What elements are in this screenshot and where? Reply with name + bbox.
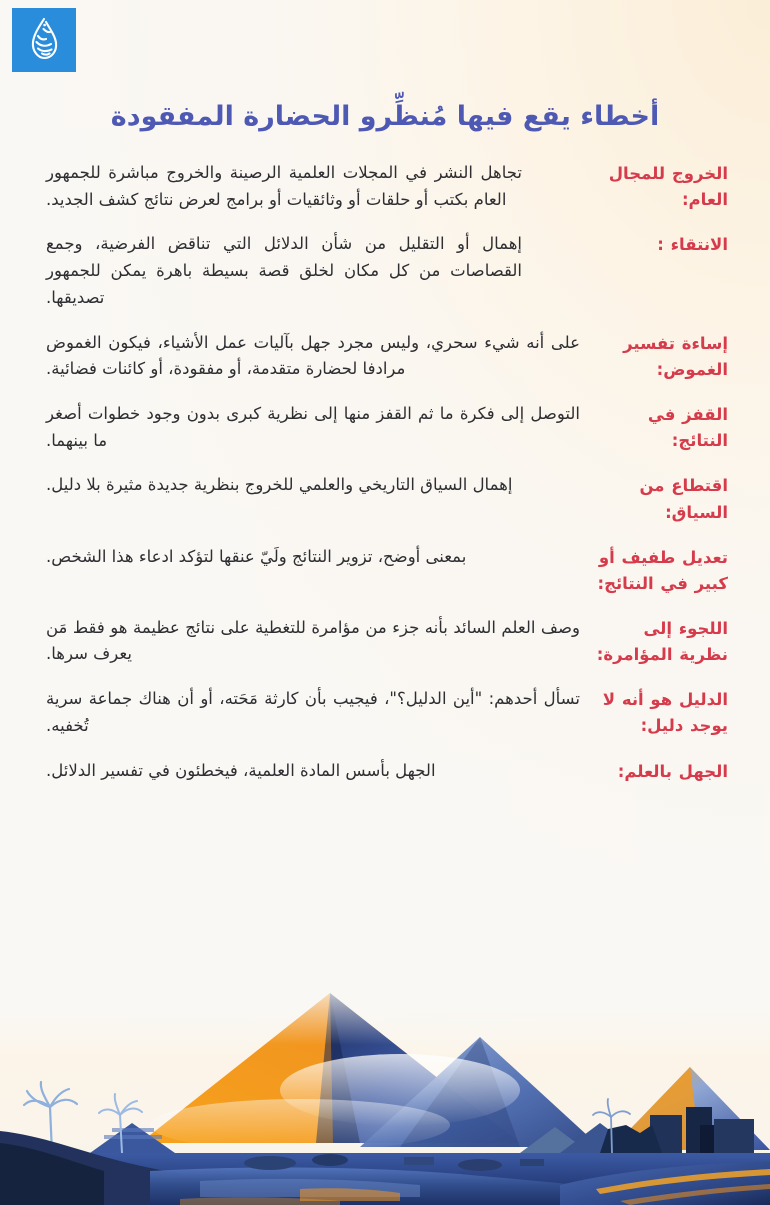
table-row: [42, 401, 728, 454]
mistakes-list: [0, 160, 770, 803]
row-description: تسأل أحدهم: "أين الدليل؟"، فيجيب بأن كارثة مَحَته، أو أن هناك جماعة سرية تُخفيه.: [46, 689, 580, 735]
row-description: إهمال السياق التاريخي والعلمي للخروج بنظرية جديدة مثيرة بلا دليل.: [46, 475, 513, 495]
table-row: [42, 472, 728, 525]
table-row: [42, 615, 728, 668]
row-description: وصف العلم السائد بأنه جزء من مؤامرة للتغطية على نتائج عظيمة هو فقط مَن يعرف سرها.: [46, 617, 580, 664]
row-label: اللجوء إلى نظرية المؤامرة:: [596, 618, 728, 664]
row-description: الجهل بأسس المادة العلمية، فيخطئون في تفسير الدلائل.: [46, 760, 436, 780]
page-title: أخطاء يقع فيها مُنظِّرو الحضارة المفقودة: [110, 101, 660, 133]
row-label: القفز في النتائج:: [647, 405, 728, 451]
row-label: اقتطاع من السياق:: [639, 476, 728, 522]
row-description: التوصل إلى فكرة ما ثم القفز منها إلى نظرية كبرى بدون وجود خطوات أصغر ما بينهما.: [46, 404, 580, 450]
table-row: [42, 544, 728, 597]
row-label: الخروج للمجال العام:: [608, 164, 728, 210]
row-description: إهمال أو التقليل من شأن الدلائل التي تناقض الفرضية، وجمع القصاصات من كل مكان لخلق قصة بسيطة باهرة يمكن للجمهور تصديقها.: [46, 234, 522, 307]
table-row: [42, 686, 728, 739]
row-label: الانتقاء :: [657, 235, 728, 255]
row-label: الدليل هو أنه لا يوجد دليل:: [602, 690, 728, 736]
brand-logo: [12, 8, 76, 72]
table-row: [42, 160, 728, 213]
al-jazeera-logo-icon: [12, 8, 76, 72]
row-label: تعديل طفيف أو كبير في النتائج:: [597, 547, 728, 593]
table-row: [42, 758, 728, 785]
row-description: على أنه شيء سحري، وليس مجرد جهل بآليات عمل الأشياء، فيكون الغموض مرادفا لحضارة متقدمة، أو مفقودة، أو كائنات فضائية.: [46, 332, 580, 379]
row-description: بمعنى أوضح، تزوير النتائج ولَيّ عنقها لتؤكد ادعاء هذا الشخص.: [46, 546, 467, 566]
pyramids-illustration: [0, 975, 770, 1205]
table-row: [42, 231, 728, 311]
row-label: إساءة تفسير الغموض:: [623, 333, 728, 379]
row-description: تجاهل النشر في المجلات العلمية الرصينة والخروج مباشرة للجمهور العام بكتب أو حلقات أو وثائقيات أو برامج لعرض نتائج كشف الجديد.: [46, 163, 522, 209]
table-row: [42, 330, 728, 383]
row-label: الجهل بالعلم:: [617, 761, 728, 781]
